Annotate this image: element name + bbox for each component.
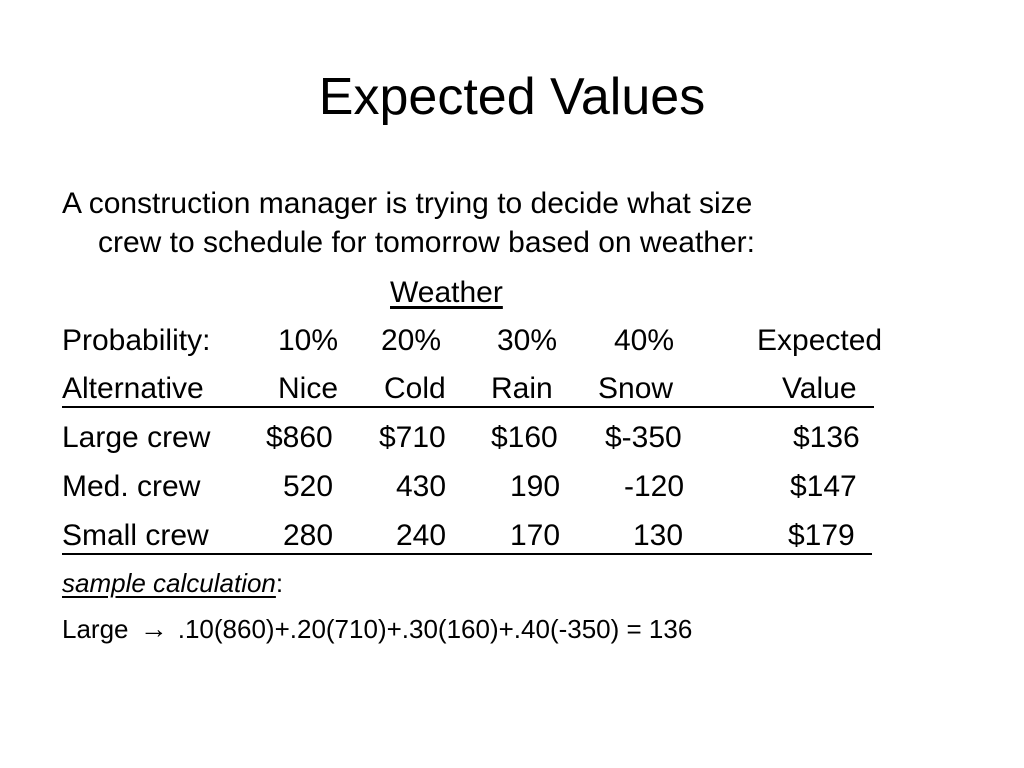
condition-rain: Rain <box>491 372 553 405</box>
row-med-expected: $147 <box>790 470 857 503</box>
row-small-name: Small crew <box>62 519 209 552</box>
weather-heading: Weather <box>390 276 503 309</box>
row-med-cold: 430 <box>396 470 447 503</box>
row-large-snow: $-350 <box>605 421 682 454</box>
header-underline <box>62 406 874 408</box>
condition-cold: Cold <box>384 372 446 405</box>
row-small-rain: 170 <box>510 519 561 552</box>
calc-formula: .10(860)+.20(710)+.30(160)+.40(-350) = 136 <box>177 614 693 644</box>
sample-calculation-label: sample calculation <box>62 568 276 598</box>
intro-line-2: crew to schedule for tomorrow based on weather: <box>98 226 755 259</box>
probability-label: Probability: <box>62 324 211 357</box>
row-small-cold: 240 <box>396 519 447 552</box>
calculation-line <box>62 612 692 646</box>
alternative-header: Alternative <box>62 372 204 405</box>
expected-header: Expected <box>757 324 883 357</box>
row-large-cold: $710 <box>379 421 446 454</box>
row-large-nice: $860 <box>266 421 333 454</box>
sample-calculation-line <box>62 566 283 600</box>
row-large-name: Large crew <box>62 421 211 454</box>
row-med-name: Med. crew <box>62 470 201 503</box>
row-large-rain: $160 <box>491 421 558 454</box>
row-large-expected: $136 <box>793 421 860 454</box>
calc-prefix: Large <box>62 614 129 644</box>
row-small-nice: 280 <box>283 519 334 552</box>
right-arrow-icon: → <box>139 613 168 644</box>
row-med-snow: -120 <box>624 470 685 503</box>
slide-title: Expected Values <box>318 68 706 126</box>
condition-nice: Nice <box>278 372 339 405</box>
row-small-snow: 130 <box>633 519 684 552</box>
probability-nice: 10% <box>278 324 339 357</box>
probability-snow: 40% <box>614 324 675 357</box>
condition-snow: Snow <box>598 372 674 405</box>
value-header: Value <box>782 372 857 405</box>
row-small-expected: $179 <box>788 519 855 552</box>
probability-rain: 30% <box>497 324 558 357</box>
sample-calculation-colon: : <box>275 568 284 598</box>
intro-line-1: A construction manager is trying to decide what size <box>62 187 753 220</box>
row-med-nice: 520 <box>283 470 334 503</box>
row-med-rain: 190 <box>510 470 561 503</box>
probability-cold: 20% <box>381 324 442 357</box>
small-row-underline <box>62 553 872 555</box>
